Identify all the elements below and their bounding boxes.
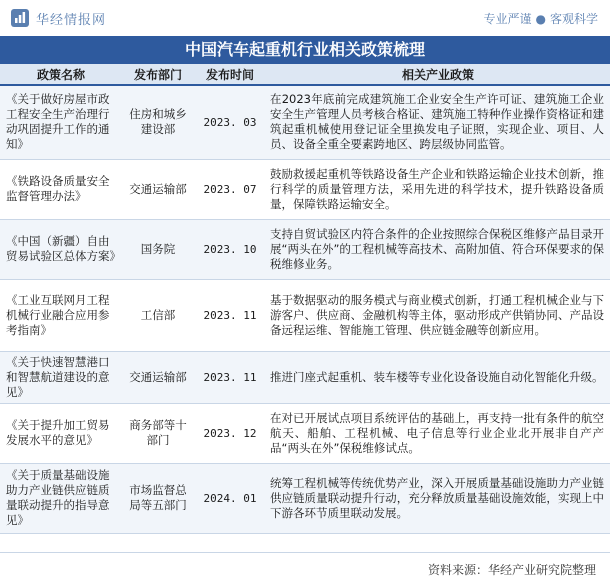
policy-time: 2023. 03: [194, 85, 266, 159]
policy-name: 《中国（新疆）自由贸易试验区总体方案》: [0, 219, 122, 279]
table-row: [0, 219, 610, 279]
policy-name: 《铁路设备质量安全监督管理办法》: [0, 159, 122, 219]
policy-content: 基于数据驱动的服务模式与商业模式创新，打通工程机械企业与下游客户、供应商、金融机构等主体，驱动形成产供销协同、产品设备远程运维、智能施工管理、供应链金融等创新应用。: [266, 279, 610, 351]
slogan-right: 客观科学: [549, 12, 598, 26]
policy-name: 《关于质量基础设施助力产业链供应链质量联动提升的指导意见》: [0, 463, 122, 533]
source-note: 资料来源：华经产业研究院整理: [427, 563, 596, 577]
column-header-policy: 相关产业政策: [266, 64, 610, 85]
policy-name: 《关于提升加工贸易发展水平的意见》: [0, 403, 122, 463]
policy-time: 2023. 07: [194, 159, 266, 219]
page-title: 中国汽车起重机行业相关政策梳理: [0, 36, 610, 64]
table-row: [0, 351, 610, 403]
column-header-dept: 发布部门: [122, 64, 194, 85]
policy-dept: 工信部: [122, 279, 194, 351]
slogan-left: 专业严谨: [483, 12, 532, 26]
policy-dept: 商务部等十部门: [122, 403, 194, 463]
policy-dept: 国务院: [122, 219, 194, 279]
policy-content: 在对已开展试点项目系统评估的基础上，再支持一批有条件的航空航天、船舶、工程机械、电子信息等行业企业北开展非自产产品“两头在外”保税维修试点。: [266, 403, 610, 463]
table-row: [0, 279, 610, 351]
table-row: [0, 403, 610, 463]
policy-time: 2023. 11: [194, 351, 266, 403]
slogan: [483, 10, 598, 27]
policy-time: 2023. 12: [194, 403, 266, 463]
table-row: [0, 85, 610, 159]
policy-content: 支持自贸试验区内符合条件的企业按照综合保税区维修产品目录开展“两头在外”的工程机械等高技术、高附加值、符合环保要求的保税维修业务。: [266, 219, 610, 279]
policy-dept: 交通运输部: [122, 351, 194, 403]
slogan-dot: ●: [535, 12, 546, 26]
policy-time: 2023. 10: [194, 219, 266, 279]
policy-name: 《关于做好房屋市政工程安全生产治理行动巩固提升工作的通知》: [0, 85, 122, 159]
policy-name: 《工业互联网月工程机械行业融合应用参考指南》: [0, 279, 122, 351]
policy-content: 鼓励救援起重机等铁路设备生产企业和铁路运输企业技术创新，推行科学的质量管理方法，采用先进的科学技术，提升铁路设备质量，保障铁路运输安全。: [266, 159, 610, 219]
brand-logo: [10, 7, 106, 29]
column-header-name: 政策名称: [0, 64, 122, 85]
column-header-time: 发布时间: [194, 64, 266, 85]
huajing-logo-icon: [10, 8, 30, 28]
policy-time: 2024. 01: [194, 463, 266, 533]
policy-dept: 市场监督总局等五部门: [122, 463, 194, 533]
policy-dept: 交通运输部: [122, 159, 194, 219]
table-header-row: [0, 64, 610, 85]
table-row: [0, 463, 610, 533]
footer: [0, 552, 610, 583]
table-row: [0, 159, 610, 219]
policy-time: 2023. 11: [194, 279, 266, 351]
policy-name: 《关于快速智慧港口和智慧航道建设的意见》: [0, 351, 122, 403]
policy-dept: 住房和城乡建设部: [122, 85, 194, 159]
top-bar: [0, 0, 610, 37]
policy-table: [0, 64, 610, 534]
policy-content: 在2023年底前完成建筑施工企业安全生产许可证、建筑施工企业安全生产管理人员考核合格证、建筑施工特种作业操作资格证和建筑起重机械使用登记证全里换发电子证照，实现企业、项目、人员、设备全重全要素跨地区、跨层级协同监管。: [266, 85, 610, 159]
brand-name: 华经情报网: [36, 12, 107, 28]
policy-content: 推进门座式起重机、装车楼等专业化设备设施自动化智能化升级。: [266, 351, 610, 403]
policy-content: 统筹工程机械等传统优势产业，深入开展质量基础设施助力产业链供应链质量联动提升行动，充分释放质量基础设施效能，实现上中下游各环节质里联动发展。: [266, 463, 610, 533]
